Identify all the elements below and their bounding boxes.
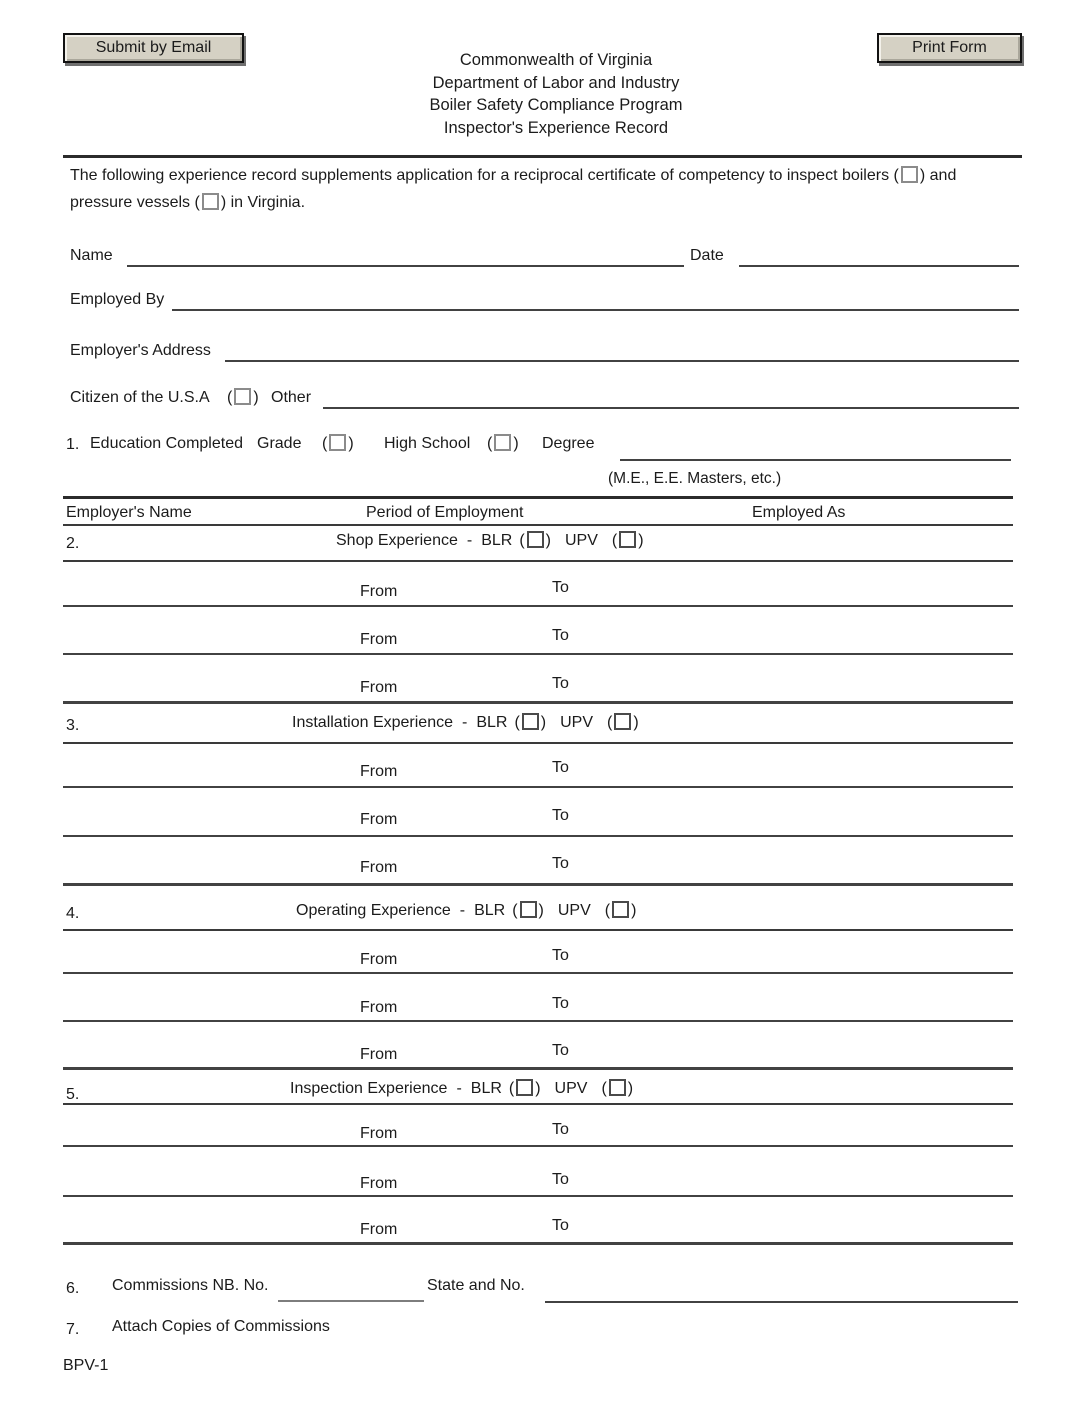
table-top-rule: [63, 496, 1013, 499]
section-3-blr-label: BLR: [476, 713, 508, 731]
section-2-row-1-line[interactable]: [63, 605, 1013, 607]
attach-copies-label: Attach Copies of Commissions: [112, 1318, 330, 1335]
degree-label: Degree: [542, 435, 595, 452]
from-label: From: [360, 999, 398, 1016]
to-label: To: [552, 1121, 569, 1138]
section-5-row-3-line[interactable]: [63, 1242, 1013, 1245]
grade-label: Grade: [257, 435, 302, 452]
state-and-no-field-line[interactable]: [545, 1301, 1018, 1303]
from-label: From: [360, 811, 398, 828]
usa-citizen-checkbox[interactable]: [234, 388, 251, 405]
to-label: To: [552, 947, 569, 964]
intro-text-2: pressure vessels: [70, 194, 191, 211]
section-4-blr-checkbox[interactable]: [520, 901, 537, 918]
section-2-title: Shop Experience: [336, 531, 458, 549]
citizen-checkbox-group: ( ): [227, 389, 259, 406]
item-6-number: 6.: [66, 1280, 80, 1297]
print-form-button[interactable]: Print Form: [877, 33, 1022, 63]
degree-field-line[interactable]: [620, 459, 1011, 461]
col-employers-name: Employer's Name: [66, 504, 192, 521]
from-label: From: [360, 1221, 398, 1238]
intro-line-1: The following experience record supplements application for a reciprocal certificate of competency to inspect boilers ( ) and: [70, 167, 957, 184]
grade-checkbox-group: ( ): [322, 435, 354, 452]
section-2-header: Shop Experience - BLR ( ) UPV ( ): [336, 531, 644, 549]
high-school-checkbox-group: ( ): [487, 435, 519, 452]
section-2-upv-checkbox[interactable]: [619, 531, 636, 548]
table-header-rule: [63, 524, 1013, 526]
to-label: To: [552, 759, 569, 776]
section-4-header: Operating Experience - BLR ( ) UPV ( ): [296, 901, 637, 919]
to-label: To: [552, 627, 569, 644]
section-3-blr-checkbox[interactable]: [522, 713, 539, 730]
grade-checkbox[interactable]: [329, 434, 346, 451]
from-label: From: [360, 763, 398, 780]
section-4-upv-label: UPV: [557, 901, 591, 919]
intro-text-1: The following experience record supplements application for a reciprocal certificate of competency to inspect boilers: [70, 167, 890, 184]
section-2-blr-checkbox[interactable]: [527, 531, 544, 548]
from-label: From: [360, 1125, 398, 1142]
section-5-upv-checkbox[interactable]: [609, 1079, 626, 1096]
section-4-row-3-line[interactable]: [63, 1067, 1013, 1070]
section-4-blr-label: BLR: [474, 901, 506, 919]
col-period-of-employment: Period of Employment: [366, 504, 524, 521]
section-4-row-2-line[interactable]: [63, 1020, 1013, 1022]
section-5-blr-checkbox[interactable]: [516, 1079, 533, 1096]
name-label: Name: [70, 247, 113, 264]
name-field-line[interactable]: [127, 265, 684, 267]
intro-line-2: pressure vessels ( ) in Virginia.: [70, 194, 306, 211]
section-2-blr-label: BLR: [481, 531, 513, 549]
education-label: Education Completed: [90, 435, 243, 452]
section-2-upv-label: UPV: [564, 531, 598, 549]
employer-address-field-line[interactable]: [225, 360, 1019, 362]
title-line-1: Commonwealth of Virginia: [459, 51, 653, 69]
section-5-header: Inspection Experience - BLR ( ) UPV ( ): [290, 1079, 634, 1097]
section-3-row-1-line[interactable]: [63, 786, 1013, 788]
from-label: From: [360, 679, 398, 696]
section-4-number: 4.: [66, 905, 80, 922]
intro-text-2-tail: in Virginia.: [230, 194, 306, 211]
section-3-upv-checkbox[interactable]: [614, 713, 631, 730]
title-line-2: Department of Labor and Industry: [432, 73, 680, 92]
from-label: From: [360, 631, 398, 648]
section-4-upv-checkbox[interactable]: [612, 901, 629, 918]
header-rule: [63, 155, 1022, 158]
section-2-rule: [63, 560, 1013, 562]
employer-address-label: Employer's Address: [70, 342, 211, 359]
from-label: From: [360, 1175, 398, 1192]
to-label: To: [552, 855, 569, 872]
to-label: To: [552, 1171, 569, 1188]
section-4-row-1-line[interactable]: [63, 972, 1013, 974]
to-label: To: [552, 807, 569, 824]
section-4-rule: [63, 929, 1013, 931]
section-5-number: 5.: [66, 1086, 80, 1103]
section-3-header: Installation Experience - BLR ( ) UPV ( ): [292, 713, 639, 731]
section-3-rule: [63, 742, 1013, 744]
state-and-no-label: State and No.: [427, 1277, 525, 1294]
to-label: To: [552, 1042, 569, 1059]
section-5-blr-label: BLR: [470, 1079, 502, 1097]
section-5-row-1-line[interactable]: [63, 1145, 1013, 1147]
section-3-row-2-line[interactable]: [63, 835, 1013, 837]
section-2-number: 2.: [66, 535, 80, 552]
employed-by-field-line[interactable]: [172, 309, 1019, 311]
section-3-upv-label: UPV: [560, 713, 593, 731]
boilers-checkbox[interactable]: [901, 166, 918, 183]
degree-note: (M.E., E.E. Masters, etc.): [608, 470, 782, 487]
high-school-checkbox[interactable]: [494, 434, 511, 451]
commissions-label: Commissions NB. No.: [112, 1277, 269, 1294]
to-label: To: [552, 995, 569, 1012]
form-title-block: [88, 49, 1024, 139]
section-5-upv-label: UPV: [554, 1079, 588, 1097]
item-7-number: 7.: [66, 1321, 80, 1338]
to-label: To: [552, 675, 569, 692]
employed-by-label: Employed By: [70, 291, 165, 308]
from-label: From: [360, 859, 398, 876]
section-5-title: Inspection Experience: [290, 1079, 448, 1097]
form-code: BPV-1: [63, 1357, 109, 1374]
section-2-row-3-line[interactable]: [63, 701, 1013, 704]
to-label: To: [552, 579, 569, 596]
intro-text-1-tail: and: [929, 167, 957, 184]
education-number: 1.: [66, 436, 80, 453]
to-label: To: [552, 1217, 569, 1234]
pressure-vessels-checkbox[interactable]: [202, 193, 219, 210]
submit-by-email-button[interactable]: Submit by Email: [63, 33, 244, 63]
date-label: Date: [690, 247, 724, 264]
section-3-title: Installation Experience: [292, 713, 453, 731]
citizen-label: Citizen of the U.S.A: [70, 389, 210, 406]
title-line-4: Inspector's Experience Record: [443, 118, 669, 137]
from-label: From: [360, 951, 398, 968]
section-5-row-2-line[interactable]: [63, 1195, 1013, 1197]
other-label: Other: [271, 389, 312, 406]
from-label: From: [360, 1046, 398, 1063]
from-label: From: [360, 583, 398, 600]
section-3-row-3-line[interactable]: [63, 883, 1013, 886]
section-4-title: Operating Experience: [296, 901, 451, 919]
commissions-nb-field-line[interactable]: [278, 1300, 424, 1302]
section-3-number: 3.: [66, 717, 80, 734]
citizen-other-field-line[interactable]: [323, 407, 1019, 409]
section-5-rule: [63, 1103, 1013, 1105]
date-field-line[interactable]: [739, 265, 1019, 267]
section-2-row-2-line[interactable]: [63, 653, 1013, 655]
col-employed-as: Employed As: [752, 504, 846, 521]
high-school-label: High School: [384, 435, 471, 452]
title-line-3: Boiler Safety Compliance Program: [429, 96, 683, 114]
